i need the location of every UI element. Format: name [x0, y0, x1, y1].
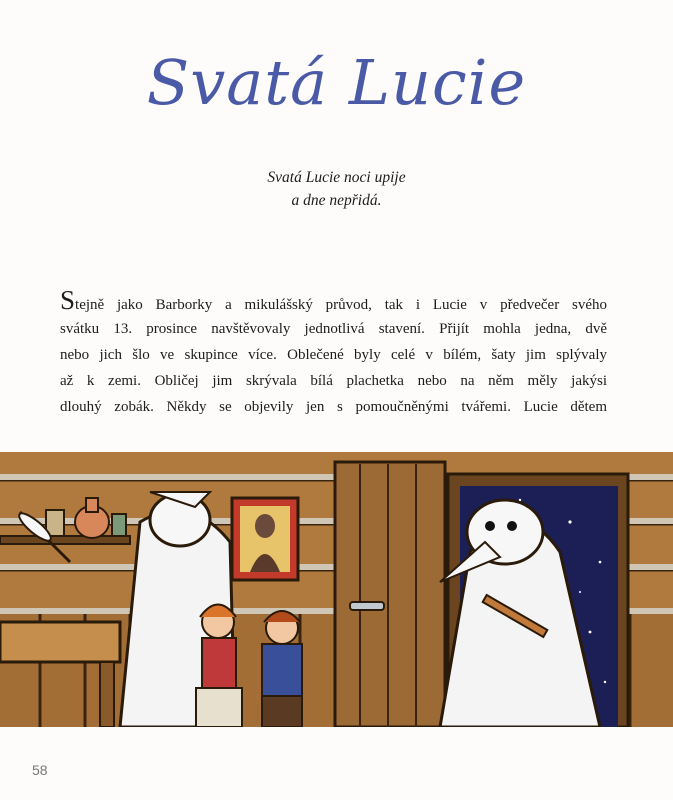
door	[335, 462, 445, 727]
illustration	[0, 452, 673, 727]
motto-line-1: Svatá Lucie noci upije	[267, 169, 406, 186]
paragraph-line-1-text: tejně jako Barborky a mikulášský průvod, tak i Lucie v předvečer svého	[75, 297, 607, 313]
motto-line-2: a dne nepřidá.	[291, 192, 382, 209]
paragraph-line-2: svátku 13. prosince navštěvovaly jednotlivá stavení. Přijít mohla jedna, dvě	[60, 321, 607, 337]
paragraph-line-1	[60, 285, 607, 316]
page-title: Svatá Lucie	[146, 46, 527, 119]
paragraph-line-5: dlouhý zobák. Někdy se objevily jen s pomoučněnými tvářemi. Lucie dětem	[60, 399, 607, 415]
child-boy	[262, 611, 302, 727]
motto	[0, 166, 673, 212]
page-number: 58	[32, 762, 48, 778]
drop-cap: S	[60, 285, 76, 315]
icon-picture	[232, 498, 298, 580]
door-handle	[350, 602, 384, 610]
paragraph-line-4: až k zemi. Obličej jim skrývala bílá plachetka nebo na něm měly jakýsi	[60, 373, 607, 389]
body-paragraph	[60, 285, 607, 420]
paragraph-line-3: nebo jich šlo ve skupince více. Oblečené byly celé v bílém, šaty jim splývaly	[60, 347, 607, 363]
